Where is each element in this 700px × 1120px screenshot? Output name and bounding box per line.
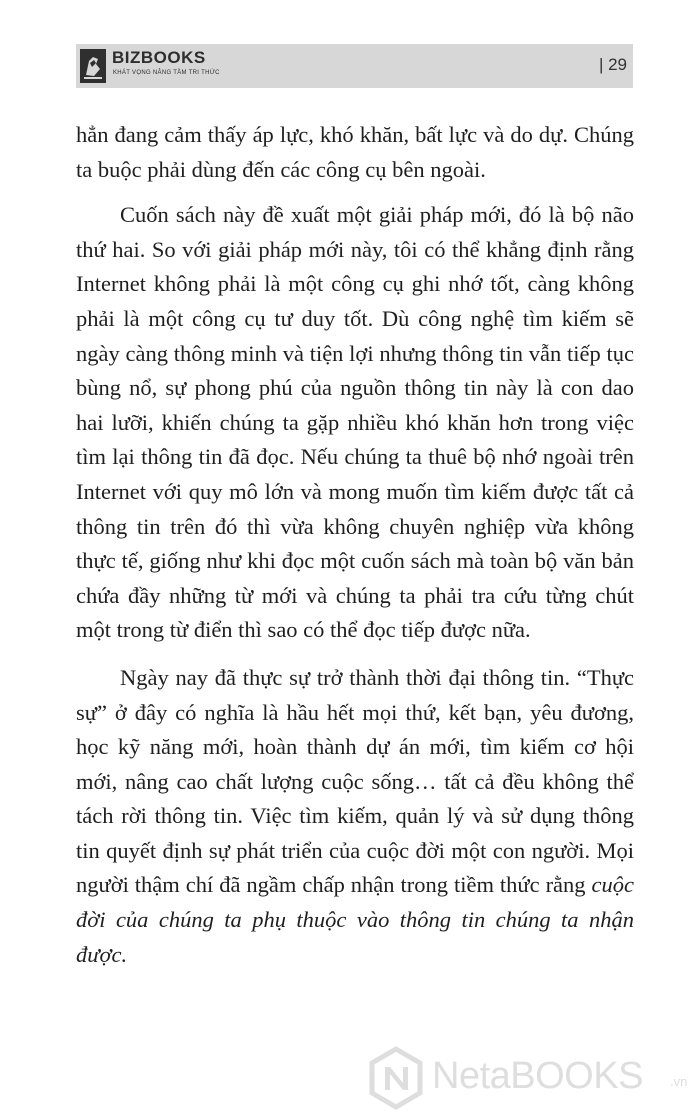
paragraph-3-italic: cuộc đời của chúng ta phụ thuộc vào thông tin chúng ta nhận được. [76, 872, 634, 967]
paragraph-3 [76, 661, 634, 972]
bizbooks-logo-icon [80, 49, 106, 83]
paragraph-1: hẳn đang cảm thấy áp lực, khó khăn, bất lực và do dự. Chúng ta buộc phải dùng đến các công cụ bên ngoài. [76, 122, 634, 182]
paragraph-2: Cuốn sách này đề xuất một giải pháp mới, đó là bộ não thứ hai. So với giải pháp mới này, tôi có thể khẳng định rằng Internet không phải là một công cụ ghi nhớ tốt, càng không phải là một công cụ tư duy tốt. Dù công nghệ tìm kiếm sẽ ngày càng thông minh và tiện lợi nhưng thông tin vẫn tiếp tục bùng nổ, sự phong phú của nguồn thông tin này là con dao hai lưỡi, khiến chúng ta gặp nhiều khó khăn hơn trong việc tìm lại thông tin đã đọc. Nếu chúng ta thuê bộ nhớ ngoài trên Internet với quy mô lớn và mong muốn tìm kiếm được tất cả thông tin trên đó thì vừa không chuyên nghiệp vừa không thực tế, giống như khi đọc một cuốn sách mà toàn bộ văn bản chứa đầy những từ mới và chúng ta phải tra cứu từng chút một trong từ điển thì sao có thể đọc tiếp được nữa. [76, 202, 634, 643]
brand-name: BIZBOOKS [112, 48, 206, 67]
watermark-text: NetaBOOKS [432, 1055, 643, 1097]
brand-slogan: KHÁT VỌNG NÂNG TẦM TRI THỨC [113, 70, 220, 76]
page-number: | 29 [598, 55, 627, 74]
watermark [368, 1046, 698, 1110]
page-header [76, 44, 633, 88]
page-body [76, 118, 634, 972]
netabooks-logo-icon [368, 1046, 424, 1115]
watermark-suffix: .vn [670, 1074, 688, 1089]
paragraph-3-text: Ngày nay đã thực sự trở thành thời đại thông tin. “Thực sự” ở đây có nghĩa là hầu hết mọi thứ, kết bạn, yêu đương, học kỹ năng mới, hoàn thành dự án mới, tìm kiếm cơ hội mới, nâng cao chất lượng cuộc sống… tất cả đều không thể tách rời thông tin. Việc tìm kiếm, quản lý và sử dụng thông tin quyết định sự phát triển của cuộc đời một con người. Mọi người thậm chí đã ngầm chấp nhận trong tiềm thức rằng [76, 664, 634, 898]
